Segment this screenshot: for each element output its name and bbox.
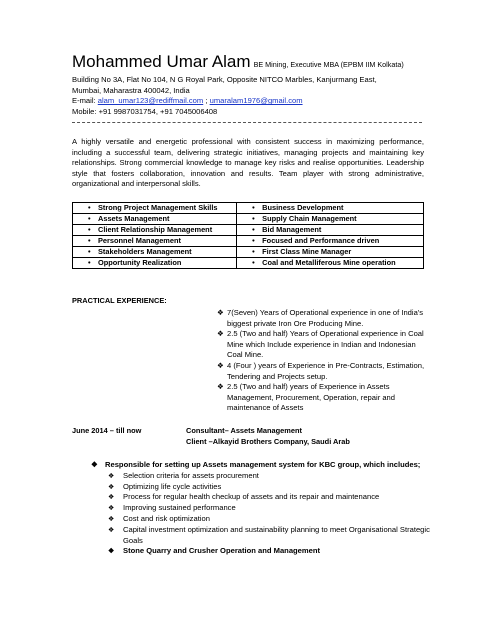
responsibility-list <box>91 471 431 557</box>
responsibility-item <box>108 471 431 482</box>
skill-text: Client Relationship Management <box>98 225 213 234</box>
diamond-bullet-icon: ❖ <box>108 524 115 534</box>
responsibility-text: Optimizing life cycle activities <box>123 481 222 491</box>
email-label: E-mail: <box>72 96 98 106</box>
responsibility-item <box>108 525 431 547</box>
skill-text: Supply Chain Management <box>262 214 357 223</box>
skill-text: Opportunity Realization <box>98 258 182 267</box>
skill-cell <box>73 236 237 247</box>
experience-text: 4 (Four ) years of Experience in Pre-Contracts, Estimation, Tendering and Projects setup. <box>227 360 425 381</box>
experience-text: 2.5 (Two and half) Years of Operational experience in Coal Mine which Include experience in Indian and Indonesian Coal Mine. <box>227 329 424 360</box>
candidate-degrees: BE Mining, Executive MBA (EPBM IIM Kolkata) <box>253 60 404 69</box>
responsibility-text: Process for regular health checkup of assets and its repair and maintenance <box>123 492 380 502</box>
bullet-icon: • <box>252 225 255 234</box>
contact-block <box>72 75 377 117</box>
skill-text: Bid Management <box>262 225 322 234</box>
responsibility-heading <box>91 460 431 471</box>
responsibility-item <box>108 514 431 525</box>
skill-cell <box>73 203 237 214</box>
skill-text: Stakeholders Management <box>98 247 192 256</box>
skill-cell <box>237 258 424 269</box>
skills-row <box>73 247 424 258</box>
bullet-icon: • <box>252 247 255 256</box>
skill-text: Assets Management <box>98 214 170 223</box>
skill-cell <box>237 214 424 225</box>
experience-item <box>217 308 432 329</box>
diamond-bullet-icon: ❖ <box>108 503 115 513</box>
diamond-bullet-icon: ❖ <box>108 513 115 523</box>
experience-item <box>217 382 432 414</box>
skill-cell <box>73 258 237 269</box>
responsibility-text: Selection criteria for assets procurement <box>123 470 259 480</box>
experience-heading: PRACTICAL EXPERIENCE: <box>72 296 167 305</box>
responsibility-item <box>108 546 431 557</box>
experience-item <box>217 329 432 361</box>
skill-cell <box>237 203 424 214</box>
skill-text: Coal and Metalliferous Mine operation <box>262 258 396 267</box>
address-line-1: Building No 3A, Flat No 104, N G Royal Park, Opposite NITCO Marbles, Kanjurmang East, <box>72 75 377 84</box>
diamond-bullet-icon: ❖ <box>91 460 98 469</box>
skill-text: Strong Project Management Skills <box>98 203 218 212</box>
diamond-bullet-icon: ❖ <box>217 308 224 317</box>
mobile-line: Mobile: +91 9987031754, +91 7045006408 <box>72 106 218 116</box>
diamond-bullet-icon: ❖ <box>217 382 224 392</box>
skills-row <box>73 258 424 269</box>
bullet-icon: • <box>252 203 255 212</box>
skill-cell <box>73 225 237 236</box>
skills-row <box>73 214 424 225</box>
responsibility-text: Cost and risk optimization <box>123 513 210 523</box>
bullet-icon: • <box>88 214 91 223</box>
bullet-icon: • <box>88 258 91 267</box>
responsibilities <box>91 460 431 557</box>
candidate-name: Mohammed Umar Alam <box>72 52 251 71</box>
responsibility-item <box>108 482 431 493</box>
responsibility-item <box>108 503 431 514</box>
experience-list <box>217 308 432 414</box>
name-header <box>72 52 404 72</box>
diamond-bullet-icon: ❖ <box>108 546 115 556</box>
diamond-bullet-icon: ❖ <box>108 470 115 480</box>
diamond-bullet-icon: ❖ <box>217 360 224 370</box>
skill-text: First Class Mine Manager <box>262 247 352 256</box>
email-line <box>72 96 377 107</box>
address-line-2: Mumbai, Maharastra 400042, India <box>72 85 190 95</box>
job-client: Client –Alkayid Brothers Company, Saudi Arab <box>186 437 350 446</box>
skill-cell <box>73 214 237 225</box>
skill-cell <box>73 247 237 258</box>
skills-row <box>73 225 424 236</box>
skill-text: Focused and Performance driven <box>262 236 380 245</box>
experience-text: 7(Seven) Years of Operational experience in one of India's biggest private Iron Ore Producing Mine. <box>227 308 424 328</box>
bullet-icon: • <box>252 258 255 267</box>
diamond-bullet-icon: ❖ <box>108 481 115 491</box>
email-separator: ; <box>203 96 210 106</box>
skill-cell <box>237 247 424 258</box>
skills-table <box>72 202 424 269</box>
bullet-icon: • <box>252 214 255 223</box>
diamond-bullet-icon: ❖ <box>217 329 224 339</box>
skills-row <box>73 236 424 247</box>
responsibility-text: Capital investment optimization and sustainability planning to meet Organisational Strategic Goals <box>123 524 430 545</box>
skill-cell <box>237 225 424 236</box>
diamond-bullet-icon: ❖ <box>108 492 115 502</box>
responsibility-text: Stone Quarry and Crusher Operation and Management <box>123 546 321 556</box>
email-link-1[interactable]: alam_umar123@rediffmail.com <box>97 96 204 106</box>
email-link-2[interactable]: umaralam1976@gmail.com <box>209 96 303 106</box>
experience-text: 2.5 (Two and half) years of Experience in Assets Management, Procurement, Operation, repair and maintenance of Assets <box>227 382 395 413</box>
profile-summary: A highly versatile and energetic professional with consistent success in maximizing performance, including a successful team, delivering strategic initiatives, managing projects and maintaining key relationships. Strong commercial knowledge to manage key risks and realise opportunities. Leadership style that fosters collaboration, innovation and results. Team player with strong administrative, organizational and interpersonal skills. <box>72 137 424 189</box>
bullet-icon: • <box>88 225 91 234</box>
divider <box>72 122 422 123</box>
responsibility-heading-text: Responsible for setting up Assets management system for KBC group, which includes; <box>105 460 421 469</box>
skills-row <box>73 203 424 214</box>
skill-cell <box>237 236 424 247</box>
responsibility-text: Improving sustained performance <box>123 503 236 513</box>
experience-item <box>217 361 432 382</box>
skill-text: Personnel Management <box>98 236 181 245</box>
bullet-icon: • <box>88 247 91 256</box>
skill-text: Business Development <box>262 203 344 212</box>
job-date: June 2014 – till now <box>72 426 142 435</box>
bullet-icon: • <box>88 203 91 212</box>
bullet-icon: • <box>252 236 255 245</box>
responsibility-item <box>108 492 431 503</box>
job-title: Consultant– Assets Management <box>186 426 302 435</box>
bullet-icon: • <box>88 236 91 245</box>
